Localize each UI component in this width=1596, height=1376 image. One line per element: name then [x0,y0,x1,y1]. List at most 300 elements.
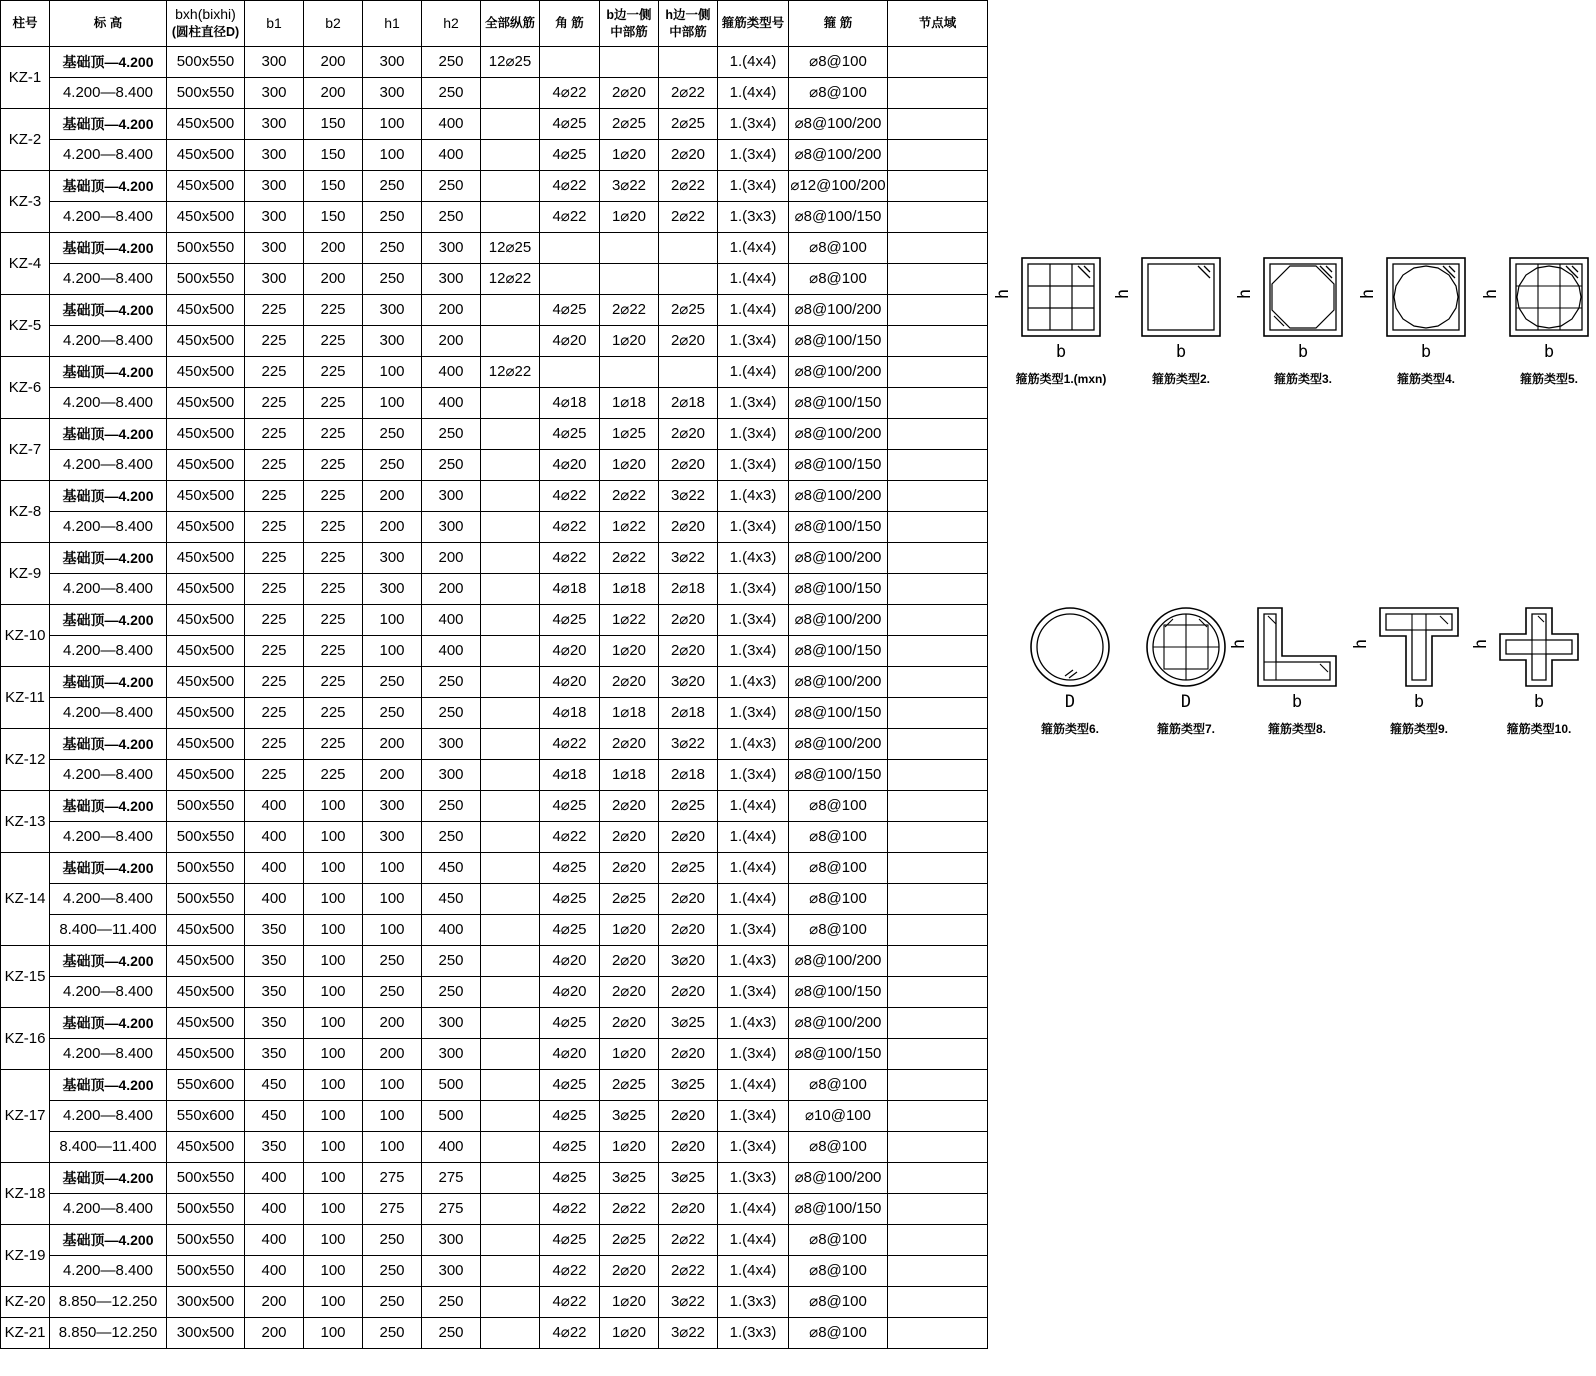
corner-bars-cell: 4⌀25 [540,853,600,884]
section-cell: 450x500 [167,574,245,605]
elevation-cell: 基础顶—4.200 [50,47,167,78]
h-mid-bars-cell: 2⌀20 [659,450,718,481]
header-section: bxh(bixhi) (圆柱直径D) [167,1,245,47]
table-row [1,233,988,264]
section-cell: 300x500 [167,1318,245,1349]
h1-cell: 250 [363,698,422,729]
stirrup-cell: ⌀8@100 [789,1132,888,1163]
all-long-bars-cell [481,1194,540,1225]
b2-cell: 150 [304,109,363,140]
h1-cell: 250 [363,1225,422,1256]
stirrup-type-cell: 1.(3x4) [718,140,789,171]
b-mid-bars-cell [600,357,659,388]
b-mid-bars-cell: 2⌀20 [600,1256,659,1287]
header-col-id: 柱号 [1,1,50,47]
b-mid-bars-cell: 2⌀22 [600,481,659,512]
stirrup-cell: ⌀8@100/200 [789,140,888,171]
h1-cell: 100 [363,357,422,388]
all-long-bars-cell: 12⌀22 [481,264,540,295]
stirrup-diagram-grid [1020,256,1102,338]
stirrup-cell: ⌀12@100/200 [789,171,888,202]
all-long-bars-cell [481,202,540,233]
h2-cell: 400 [422,109,481,140]
stirrup-cell: ⌀8@100 [789,1287,888,1318]
stirrup-diagram-circle [1029,606,1111,688]
all-long-bars-cell [481,884,540,915]
h-mid-bars-cell: 2⌀25 [659,853,718,884]
corner-bars-cell: 4⌀25 [540,791,600,822]
b1-cell: 300 [245,171,304,202]
h1-cell: 300 [363,822,422,853]
b-mid-bars-cell: 1⌀20 [600,140,659,171]
b-mid-bars-cell: 1⌀20 [600,915,659,946]
column-id-cell: KZ-4 [1,233,50,295]
b-mid-bars-cell: 1⌀20 [600,450,659,481]
b1-cell: 400 [245,853,304,884]
b2-cell: 225 [304,481,363,512]
h-mid-bars-cell: 2⌀25 [659,791,718,822]
table-row [1,1163,988,1194]
section-cell: 300x500 [167,1287,245,1318]
h-mid-bars-cell: 2⌀20 [659,636,718,667]
stirrup-cell: ⌀8@100/200 [789,295,888,326]
joint-cell [888,388,988,419]
dimension-b-label: D [1064,692,1076,712]
all-long-bars-cell [481,791,540,822]
h-mid-bars-cell: 2⌀20 [659,915,718,946]
h2-cell: 300 [422,1256,481,1287]
table-row [1,47,988,78]
b1-cell: 350 [245,1039,304,1070]
all-long-bars-cell [481,698,540,729]
corner-bars-cell: 4⌀25 [540,140,600,171]
stirrup-type-cell: 1.(4x4) [718,791,789,822]
stirrup-type-cell: 1.(3x4) [718,1101,789,1132]
h1-cell: 250 [363,202,422,233]
column-id-cell: KZ-7 [1,419,50,481]
b2-cell: 100 [304,946,363,977]
h-mid-bars-cell: 2⌀18 [659,760,718,791]
stirrup-cell: ⌀8@100 [789,1256,888,1287]
b-mid-bars-cell: 2⌀20 [600,791,659,822]
elevation-cell: 基础顶—4.200 [50,109,167,140]
stirrup-cell: ⌀8@100/200 [789,1163,888,1194]
column-id-cell: KZ-8 [1,481,50,543]
elevation-cell: 4.200—8.400 [50,388,167,419]
b2-cell: 225 [304,326,363,357]
b-mid-bars-cell: 2⌀20 [600,78,659,109]
b2-cell: 150 [304,140,363,171]
table-row [1,1225,988,1256]
joint-cell [888,1194,988,1225]
corner-bars-cell [540,357,600,388]
h-mid-bars-cell: 2⌀20 [659,1039,718,1070]
corner-bars-cell: 4⌀22 [540,1318,600,1349]
b1-cell: 225 [245,326,304,357]
all-long-bars-cell: 12⌀25 [481,233,540,264]
b-mid-bars-cell: 2⌀20 [600,822,659,853]
all-long-bars-cell [481,171,540,202]
section-cell: 450x500 [167,450,245,481]
h-mid-bars-cell: 2⌀20 [659,1101,718,1132]
stirrup-type-caption: 箍筋类型8. [1267,722,1326,736]
stirrup-type-cell: 1.(3x3) [718,1287,789,1318]
table-row [1,419,988,450]
stirrup-cell: ⌀8@100 [789,791,888,822]
stirrup-type-cell: 1.(4x3) [718,543,789,574]
b2-cell: 200 [304,264,363,295]
b1-cell: 225 [245,419,304,450]
corner-bars-cell: 4⌀20 [540,946,600,977]
b-mid-bars-cell: 1⌀25 [600,419,659,450]
elevation-cell: 基础顶—4.200 [50,667,167,698]
h1-cell: 100 [363,109,422,140]
corner-bars-cell: 4⌀22 [540,1287,600,1318]
h2-cell: 400 [422,140,481,171]
b2-cell: 100 [304,1101,363,1132]
h2-cell: 275 [422,1194,481,1225]
h1-cell: 250 [363,977,422,1008]
section-cell: 450x500 [167,481,245,512]
stirrup-type-cell: 1.(4x4) [718,1225,789,1256]
b2-cell: 100 [304,1070,363,1101]
b-mid-bars-cell: 2⌀25 [600,1225,659,1256]
h2-cell: 300 [422,729,481,760]
elevation-cell: 4.200—8.400 [50,698,167,729]
b1-cell: 450 [245,1101,304,1132]
corner-bars-cell: 4⌀22 [540,481,600,512]
table-row [1,388,988,419]
h-mid-bars-cell: 2⌀20 [659,884,718,915]
b-mid-bars-cell: 3⌀25 [600,1163,659,1194]
table-row [1,1287,988,1318]
b1-cell: 400 [245,1225,304,1256]
b1-cell: 300 [245,140,304,171]
stirrup-cell: ⌀8@100/200 [789,605,888,636]
section-cell: 450x500 [167,698,245,729]
b-mid-bars-cell: 2⌀25 [600,109,659,140]
joint-cell [888,233,988,264]
b2-cell: 225 [304,605,363,636]
h2-cell: 450 [422,853,481,884]
b2-cell: 225 [304,636,363,667]
stirrup-cell: ⌀8@100 [789,233,888,264]
stirrup-cell: ⌀8@100/150 [789,202,888,233]
stirrup-cell: ⌀8@100 [789,1318,888,1349]
stirrup-cell: ⌀10@100 [789,1101,888,1132]
stirrup-type-cell: 1.(4x4) [718,1070,789,1101]
h1-cell: 200 [363,1039,422,1070]
joint-cell [888,202,988,233]
b2-cell: 100 [304,1225,363,1256]
stirrup-type-cell: 1.(3x3) [718,1318,789,1349]
h-mid-bars-cell: 3⌀25 [659,1163,718,1194]
section-cell: 500x550 [167,78,245,109]
all-long-bars-cell [481,1039,540,1070]
stirrup-cell: ⌀8@100/150 [789,636,888,667]
b-mid-bars-cell [600,233,659,264]
b2-cell: 100 [304,1163,363,1194]
b1-cell: 400 [245,1163,304,1194]
stirrup-diagram-square [1140,256,1222,338]
table-row [1,1194,988,1225]
b1-cell: 225 [245,295,304,326]
b-mid-bars-cell: 1⌀20 [600,1039,659,1070]
b1-cell: 400 [245,1256,304,1287]
b2-cell: 100 [304,1039,363,1070]
header-joint: 节点域 [888,1,988,47]
dimension-b-label: b [1420,342,1432,362]
h2-cell: 300 [422,233,481,264]
b-mid-bars-cell: 2⌀20 [600,667,659,698]
corner-bars-cell: 4⌀22 [540,543,600,574]
b1-cell: 300 [245,47,304,78]
h-mid-bars-cell: 3⌀22 [659,1287,718,1318]
stirrup-type-cell: 1.(4x4) [718,822,789,853]
stirrup-type-cell: 1.(3x4) [718,605,789,636]
b1-cell: 225 [245,388,304,419]
b2-cell: 100 [304,977,363,1008]
h2-cell: 200 [422,295,481,326]
b-mid-bars-cell: 2⌀20 [600,946,659,977]
all-long-bars-cell: 12⌀22 [481,357,540,388]
table-row [1,357,988,388]
b1-cell: 225 [245,605,304,636]
h1-cell: 300 [363,295,422,326]
stirrup-cell: ⌀8@100/150 [789,1039,888,1070]
stirrup-type-cell: 1.(3x4) [718,512,789,543]
h2-cell: 250 [422,698,481,729]
table-row [1,605,988,636]
h1-cell: 100 [363,140,422,171]
joint-cell [888,1163,988,1194]
joint-cell [888,977,988,1008]
joint-cell [888,543,988,574]
all-long-bars-cell [481,946,540,977]
h1-cell: 300 [363,326,422,357]
h-mid-bars-cell: 2⌀22 [659,78,718,109]
h1-cell: 250 [363,233,422,264]
section-cell: 450x500 [167,915,245,946]
table-row [1,977,988,1008]
stirrup-type-caption: 箍筋类型4. [1396,372,1455,386]
stirrup-cell: ⌀8@100 [789,915,888,946]
table-row [1,884,988,915]
b1-cell: 300 [245,264,304,295]
stirrup-type-caption: 箍筋类型1.(mxn) [1015,372,1107,386]
h-mid-bars-cell: 2⌀25 [659,109,718,140]
stirrup-diagram-cross-shape [1498,606,1580,688]
header-b1: b1 [245,1,304,47]
section-cell: 450x500 [167,946,245,977]
h1-cell: 250 [363,450,422,481]
stirrup-cell: ⌀8@100/200 [789,543,888,574]
section-cell: 450x500 [167,543,245,574]
b-mid-bars-cell: 1⌀20 [600,636,659,667]
stirrup-type-cell: 1.(4x4) [718,47,789,78]
stirrup-cell: ⌀8@100 [789,884,888,915]
column-id-cell: KZ-14 [1,853,50,946]
stirrup-type-cell: 1.(3x3) [718,1163,789,1194]
h2-cell: 250 [422,977,481,1008]
stirrup-cell: ⌀8@100 [789,822,888,853]
joint-cell [888,760,988,791]
h1-cell: 100 [363,1070,422,1101]
section-cell: 500x550 [167,1225,245,1256]
h-mid-bars-cell: 2⌀20 [659,1194,718,1225]
h2-cell: 250 [422,202,481,233]
elevation-cell: 基础顶—4.200 [50,791,167,822]
h1-cell: 250 [363,1256,422,1287]
b-mid-bars-cell [600,264,659,295]
stirrup-type-caption: 箍筋类型9. [1389,722,1448,736]
h-mid-bars-cell: 2⌀20 [659,140,718,171]
section-cell: 450x500 [167,295,245,326]
stirrup-diagram-L-shape [1256,606,1338,688]
stirrup-cell: ⌀8@100/150 [789,574,888,605]
dimension-b-label: b [1413,692,1425,712]
stirrup-type-cell: 1.(4x4) [718,233,789,264]
stirrup-type-cell: 1.(3x4) [718,574,789,605]
b1-cell: 400 [245,791,304,822]
column-id-cell: KZ-3 [1,171,50,233]
joint-cell [888,78,988,109]
table-row [1,512,988,543]
h-mid-bars-cell: 3⌀20 [659,946,718,977]
section-cell: 450x500 [167,202,245,233]
elevation-cell: 4.200—8.400 [50,574,167,605]
b1-cell: 225 [245,667,304,698]
all-long-bars-cell [481,140,540,171]
stirrup-cell: ⌀8@100/200 [789,357,888,388]
dimension-h-label: h [1471,638,1492,650]
stirrup-type-cell: 1.(4x4) [718,357,789,388]
all-long-bars-cell [481,1163,540,1194]
b2-cell: 225 [304,729,363,760]
corner-bars-cell: 4⌀25 [540,1101,600,1132]
table-row [1,822,988,853]
dimension-b-label: b [1297,342,1309,362]
elevation-cell: 4.200—8.400 [50,78,167,109]
section-cell: 450x500 [167,419,245,450]
b-mid-bars-cell: 2⌀22 [600,1194,659,1225]
elevation-cell: 4.200—8.400 [50,1039,167,1070]
table-row [1,1132,988,1163]
b2-cell: 100 [304,1318,363,1349]
dimension-h-label: h [1351,638,1372,650]
all-long-bars-cell [481,636,540,667]
b2-cell: 225 [304,574,363,605]
h2-cell: 250 [422,791,481,822]
stirrup-cell: ⌀8@100/200 [789,1008,888,1039]
elevation-cell: 基础顶—4.200 [50,419,167,450]
dimension-h-label: h [1358,288,1379,300]
header-elevation: 标 高 [50,1,167,47]
table-row [1,264,988,295]
h-mid-bars-cell: 3⌀22 [659,543,718,574]
dimension-b-label: D [1180,692,1192,712]
h2-cell: 500 [422,1070,481,1101]
b2-cell: 200 [304,233,363,264]
h-mid-bars-cell [659,233,718,264]
section-cell: 500x550 [167,264,245,295]
elevation-cell: 基础顶—4.200 [50,543,167,574]
b-mid-bars-cell: 1⌀18 [600,388,659,419]
h2-cell: 450 [422,884,481,915]
stirrup-cell: ⌀8@100/150 [789,388,888,419]
h2-cell: 300 [422,1008,481,1039]
stirrup-cell: ⌀8@100/200 [789,729,888,760]
joint-cell [888,264,988,295]
all-long-bars-cell [481,1225,540,1256]
all-long-bars-cell [481,605,540,636]
section-cell: 500x550 [167,884,245,915]
h2-cell: 400 [422,605,481,636]
b2-cell: 225 [304,667,363,698]
section-cell: 450x500 [167,326,245,357]
h2-cell: 200 [422,543,481,574]
corner-bars-cell: 4⌀18 [540,388,600,419]
table-row [1,791,988,822]
elevation-cell: 基础顶—4.200 [50,295,167,326]
corner-bars-cell: 4⌀25 [540,915,600,946]
section-cell: 550x600 [167,1101,245,1132]
b-mid-bars-cell: 1⌀22 [600,605,659,636]
stirrup-type-cell: 1.(4x4) [718,1194,789,1225]
b2-cell: 225 [304,388,363,419]
all-long-bars-cell [481,109,540,140]
b1-cell: 225 [245,760,304,791]
h-mid-bars-cell: 3⌀25 [659,1070,718,1101]
table-row [1,295,988,326]
b1-cell: 225 [245,574,304,605]
h2-cell: 200 [422,326,481,357]
b-mid-bars-cell: 1⌀18 [600,574,659,605]
h-mid-bars-cell [659,357,718,388]
corner-bars-cell: 4⌀22 [540,78,600,109]
stirrup-type-cell: 1.(3x4) [718,915,789,946]
stirrup-diagram-T-shape [1378,606,1460,688]
table-header-row [1,1,988,47]
b1-cell: 300 [245,78,304,109]
section-cell: 450x500 [167,357,245,388]
section-cell: 450x500 [167,109,245,140]
h-mid-bars-cell: 2⌀20 [659,419,718,450]
joint-cell [888,884,988,915]
table-row [1,1318,988,1349]
dimension-b-label: b [1175,342,1187,362]
corner-bars-cell: 4⌀25 [540,1225,600,1256]
stirrup-cell: ⌀8@100 [789,78,888,109]
column-id-cell: KZ-9 [1,543,50,605]
joint-cell [888,667,988,698]
b-mid-bars-cell: 2⌀22 [600,295,659,326]
stirrup-type-cell: 1.(4x4) [718,853,789,884]
elevation-cell: 基础顶—4.200 [50,1163,167,1194]
h-mid-bars-cell: 2⌀20 [659,605,718,636]
elevation-cell: 基础顶—4.200 [50,233,167,264]
b2-cell: 225 [304,543,363,574]
section-cell: 450x500 [167,1039,245,1070]
table-row [1,698,988,729]
b1-cell: 225 [245,636,304,667]
joint-cell [888,1225,988,1256]
elevation-cell: 基础顶—4.200 [50,1008,167,1039]
joint-cell [888,295,988,326]
all-long-bars-cell [481,977,540,1008]
stirrup-type-cell: 1.(3x4) [718,636,789,667]
all-long-bars-cell [481,78,540,109]
